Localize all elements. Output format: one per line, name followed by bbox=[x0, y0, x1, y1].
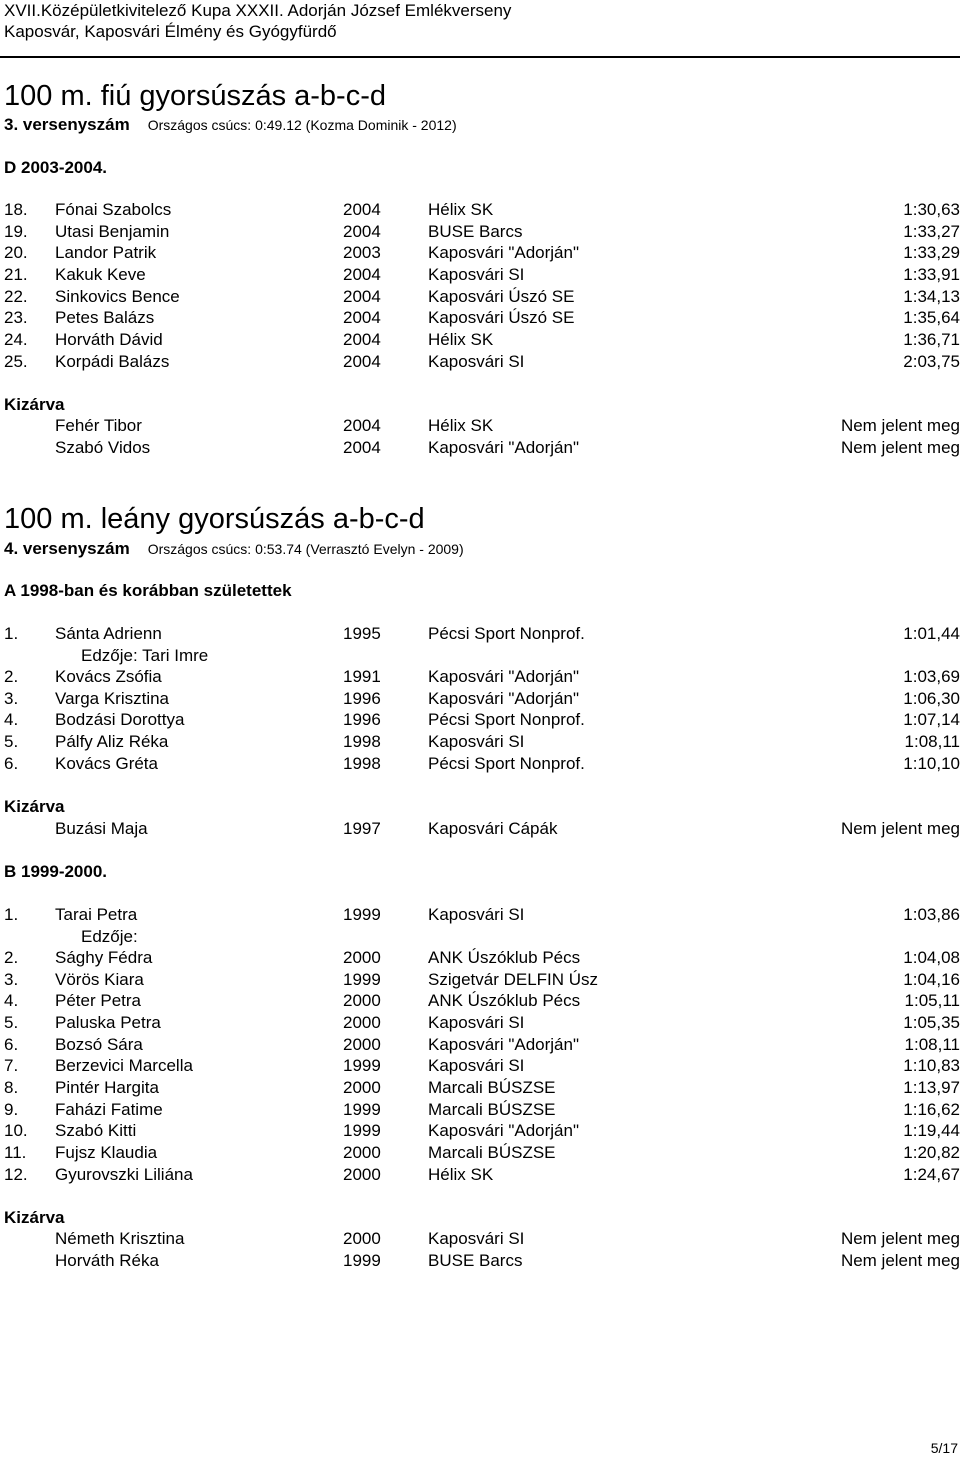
header-title: XVII.Középületkivitelező Kupa XXXII. Adorján József Emlékverseny bbox=[4, 1, 512, 20]
result-row bbox=[0, 947, 960, 969]
birth-year: 1996 bbox=[343, 689, 381, 708]
time: 1:10,10 bbox=[903, 754, 960, 773]
club: Kaposvári SI bbox=[428, 352, 525, 371]
club: Hélix SK bbox=[428, 330, 494, 349]
rank: 3. bbox=[4, 970, 19, 989]
result-row bbox=[0, 221, 960, 243]
swimmer-name: Vörös Kiara bbox=[55, 970, 144, 989]
swimmer-name: Pálfy Aliz Réka bbox=[55, 732, 169, 751]
result-row bbox=[0, 286, 960, 308]
swimmer-name: Sághy Fédra bbox=[55, 948, 153, 967]
result-row bbox=[0, 329, 960, 351]
swimmer-name: Korpádi Balázs bbox=[55, 352, 170, 371]
result-row bbox=[0, 666, 960, 688]
birth-year: 2004 bbox=[343, 416, 381, 435]
coach-line: Edzője: bbox=[81, 927, 138, 946]
result-row bbox=[0, 990, 960, 1012]
birth-year: 1999 bbox=[343, 1251, 381, 1270]
time: 1:13,97 bbox=[903, 1078, 960, 1097]
club: Pécsi Sport Nonprof. bbox=[428, 710, 585, 729]
event-subtitle bbox=[4, 114, 457, 136]
club: Szigetvár DELFIN Úsz bbox=[428, 970, 599, 989]
swimmer-name: Fehér Tibor bbox=[55, 416, 142, 435]
rank: 3. bbox=[4, 689, 19, 708]
birth-year: 1998 bbox=[343, 754, 381, 773]
time: 1:24,67 bbox=[903, 1165, 960, 1184]
time: 1:08,11 bbox=[904, 732, 960, 751]
club: Kaposvári SI bbox=[428, 1056, 525, 1075]
rank: 8. bbox=[4, 1078, 19, 1097]
club: ANK Úszóklub Pécs bbox=[428, 948, 581, 967]
event-subtitle bbox=[4, 538, 464, 560]
time: 1:05,35 bbox=[903, 1013, 960, 1032]
dq-row bbox=[0, 818, 960, 840]
swimmer-name: Pintér Hargita bbox=[55, 1078, 159, 1097]
club: Kaposvári SI bbox=[428, 1013, 525, 1032]
rank: 9. bbox=[4, 1100, 19, 1119]
result-row bbox=[0, 199, 960, 221]
disqualified-label: Kizárva bbox=[4, 395, 65, 414]
swimmer-name: Paluska Petra bbox=[55, 1013, 161, 1032]
result-row bbox=[0, 351, 960, 373]
time: 1:33,91 bbox=[903, 265, 960, 284]
swimmer-name: Kovács Gréta bbox=[55, 754, 158, 773]
rank: 10. bbox=[4, 1121, 28, 1140]
time: 1:04,08 bbox=[903, 948, 960, 967]
disqualified-label: Kizárva bbox=[4, 1208, 65, 1227]
time: 1:03,69 bbox=[903, 667, 960, 686]
rank: 11. bbox=[4, 1143, 27, 1162]
rank: 5. bbox=[4, 732, 19, 751]
time: 1:07,14 bbox=[903, 710, 960, 729]
result-row bbox=[0, 242, 960, 264]
time: 1:30,63 bbox=[903, 200, 960, 219]
swimmer-name: Sánta Adrienn bbox=[55, 624, 162, 643]
dq-row bbox=[0, 1228, 960, 1250]
club: Kaposvári SI bbox=[428, 1229, 525, 1248]
result-row bbox=[0, 1055, 960, 1077]
swimmer-name: Péter Petra bbox=[55, 991, 141, 1010]
status: Nem jelent meg bbox=[840, 1251, 960, 1270]
club: Kaposvári "Adorján" bbox=[428, 1121, 579, 1140]
birth-year: 2004 bbox=[343, 287, 381, 306]
disqualified-label: Kizárva bbox=[4, 797, 65, 816]
swimmer-name: Gyurovszki Liliána bbox=[55, 1165, 193, 1184]
birth-year: 2000 bbox=[343, 1078, 381, 1097]
birth-year: 2004 bbox=[343, 330, 381, 349]
time: 1:33,29 bbox=[903, 243, 960, 262]
rank: 22. bbox=[4, 287, 28, 306]
club: Kaposvári SI bbox=[428, 905, 525, 924]
rank: 23. bbox=[4, 308, 28, 327]
birth-year: 2004 bbox=[343, 222, 381, 241]
club: ANK Úszóklub Pécs bbox=[428, 991, 581, 1010]
national-record: Országos csúcs: 0:49.12 (Kozma Dominik - 2012) bbox=[147, 117, 457, 133]
rank: 4. bbox=[4, 991, 19, 1010]
rank: 18. bbox=[4, 200, 28, 219]
result-row bbox=[0, 1077, 960, 1099]
page-header bbox=[4, 0, 511, 42]
club: Kaposvári "Adorján" bbox=[428, 1035, 579, 1054]
club: Kaposvári SI bbox=[428, 265, 525, 284]
section-title: A 1998-ban és korábban születettek bbox=[4, 581, 292, 600]
swimmer-name: Kovács Zsófia bbox=[55, 667, 162, 686]
status: Nem jelent meg bbox=[840, 819, 960, 838]
time: 1:06,30 bbox=[903, 689, 960, 708]
birth-year: 1991 bbox=[343, 667, 381, 686]
rank: 19. bbox=[4, 222, 28, 241]
time: 1:34,13 bbox=[903, 287, 960, 306]
time: 1:36,71 bbox=[903, 330, 960, 349]
birth-year: 1999 bbox=[343, 1121, 381, 1140]
swimmer-name: Berzevici Marcella bbox=[55, 1056, 193, 1075]
birth-year: 1996 bbox=[343, 710, 381, 729]
birth-year: 1998 bbox=[343, 732, 381, 751]
birth-year: 2004 bbox=[343, 265, 381, 284]
club: Kaposvári "Adorján" bbox=[428, 438, 579, 457]
dq-row bbox=[0, 415, 960, 437]
status: Nem jelent meg bbox=[840, 1229, 960, 1248]
swimmer-name: Szabó Kitti bbox=[55, 1121, 137, 1140]
section-title: B 1999-2000. bbox=[4, 862, 108, 881]
status: Nem jelent meg bbox=[840, 438, 960, 457]
birth-year: 2000 bbox=[343, 1143, 381, 1162]
birth-year: 2004 bbox=[343, 438, 381, 457]
club: Marcali BÚSZSE bbox=[428, 1143, 556, 1162]
rank: 7. bbox=[4, 1056, 19, 1075]
swimmer-name: Fujsz Klaudia bbox=[55, 1143, 158, 1162]
birth-year: 2004 bbox=[343, 352, 381, 371]
rank: 20. bbox=[4, 243, 28, 262]
birth-year: 1999 bbox=[343, 1100, 381, 1119]
club: Kaposvári Cápák bbox=[428, 819, 558, 838]
rank: 21. bbox=[4, 265, 28, 284]
result-row bbox=[0, 623, 960, 645]
swimmer-name: Kakuk Keve bbox=[55, 265, 146, 284]
birth-year: 2000 bbox=[343, 1165, 381, 1184]
rank: 4. bbox=[4, 710, 19, 729]
swimmer-name: Petes Balázs bbox=[55, 308, 155, 327]
club: BUSE Barcs bbox=[428, 222, 523, 241]
result-row bbox=[0, 904, 960, 926]
swimmer-name: Buzási Maja bbox=[55, 819, 148, 838]
birth-year: 2000 bbox=[343, 948, 381, 967]
national-record: Országos csúcs: 0:53.74 (Verrasztó Evelyn - 2009) bbox=[147, 541, 464, 557]
swimmer-name: Bozsó Sára bbox=[55, 1035, 143, 1054]
club: Hélix SK bbox=[428, 200, 494, 219]
rank: 2. bbox=[4, 948, 19, 967]
dq-row bbox=[0, 437, 960, 459]
club: Pécsi Sport Nonprof. bbox=[428, 624, 585, 643]
swimmer-name: Varga Krisztina bbox=[55, 689, 170, 708]
result-row bbox=[0, 1142, 960, 1164]
time: 1:08,11 bbox=[904, 1035, 960, 1054]
result-row bbox=[0, 969, 960, 991]
time: 1:33,27 bbox=[903, 222, 960, 241]
swimmer-name: Sinkovics Bence bbox=[55, 287, 180, 306]
club: Hélix SK bbox=[428, 1165, 494, 1184]
time: 1:01,44 bbox=[903, 624, 960, 643]
rank: 25. bbox=[4, 352, 28, 371]
swimmer-name: Németh Krisztina bbox=[55, 1229, 185, 1248]
swimmer-name: Fónai Szabolcs bbox=[55, 200, 172, 219]
header-divider bbox=[0, 56, 960, 58]
swimmer-name: Tarai Petra bbox=[55, 905, 138, 924]
result-row bbox=[0, 1164, 960, 1186]
rank: 6. bbox=[4, 754, 19, 773]
time: 1:19,44 bbox=[903, 1121, 960, 1140]
result-row bbox=[0, 709, 960, 731]
birth-year: 2000 bbox=[343, 1229, 381, 1248]
swimmer-name: Szabó Vidos bbox=[55, 438, 151, 457]
page-number: 5/17 bbox=[930, 1440, 958, 1456]
rank: 12. bbox=[4, 1165, 28, 1184]
birth-year: 1999 bbox=[343, 905, 381, 924]
club: Hélix SK bbox=[428, 416, 494, 435]
swimmer-name: Landor Patrik bbox=[55, 243, 157, 262]
result-row bbox=[0, 307, 960, 329]
birth-year: 1995 bbox=[343, 624, 381, 643]
event-title: 100 m. fiú gyorsúszás a-b-c-d bbox=[4, 80, 386, 112]
status: Nem jelent meg bbox=[840, 416, 960, 435]
rank: 24. bbox=[4, 330, 28, 349]
club: Kaposvári "Adorján" bbox=[428, 689, 579, 708]
header-venue: Kaposvár, Kaposvári Élmény és Gyógyfürdő bbox=[4, 22, 337, 41]
club: Kaposvári Úszó SE bbox=[428, 308, 575, 327]
rank: 1. bbox=[4, 905, 19, 924]
birth-year: 1999 bbox=[343, 970, 381, 989]
birth-year: 2004 bbox=[343, 308, 381, 327]
time: 1:20,82 bbox=[903, 1143, 960, 1162]
birth-year: 1997 bbox=[343, 819, 381, 838]
result-row bbox=[0, 688, 960, 710]
club: Kaposvári "Adorján" bbox=[428, 243, 579, 262]
swimmer-name: Horváth Réka bbox=[55, 1251, 159, 1270]
dq-row bbox=[0, 1250, 960, 1272]
birth-year: 2003 bbox=[343, 243, 381, 262]
club: BUSE Barcs bbox=[428, 1251, 523, 1270]
coach-line: Edzője: Tari Imre bbox=[81, 646, 209, 665]
club: Kaposvári "Adorján" bbox=[428, 667, 579, 686]
result-row bbox=[0, 1099, 960, 1121]
result-row bbox=[0, 1120, 960, 1142]
club: Marcali BÚSZSE bbox=[428, 1100, 556, 1119]
rank: 5. bbox=[4, 1013, 19, 1032]
time: 1:35,64 bbox=[903, 308, 960, 327]
time: 1:10,83 bbox=[903, 1056, 960, 1075]
time: 1:04,16 bbox=[903, 970, 960, 989]
club: Kaposvári Úszó SE bbox=[428, 287, 575, 306]
time: 1:16,62 bbox=[903, 1100, 960, 1119]
rank: 1. bbox=[4, 624, 19, 643]
result-row bbox=[0, 264, 960, 286]
birth-year: 2004 bbox=[343, 200, 381, 219]
event-title: 100 m. leány gyorsúszás a-b-c-d bbox=[4, 503, 425, 535]
result-row bbox=[0, 753, 960, 775]
club: Pécsi Sport Nonprof. bbox=[428, 754, 585, 773]
birth-year: 2000 bbox=[343, 991, 381, 1010]
rank: 2. bbox=[4, 667, 19, 686]
club: Marcali BÚSZSE bbox=[428, 1078, 556, 1097]
result-row bbox=[0, 1012, 960, 1034]
swimmer-name: Utasi Benjamin bbox=[55, 222, 170, 241]
time: 2:03,75 bbox=[903, 352, 960, 371]
swimmer-name: Bodzási Dorottya bbox=[55, 710, 185, 729]
section-title: D 2003-2004. bbox=[4, 158, 108, 177]
event-number: 3. versenyszám bbox=[4, 115, 130, 134]
club: Kaposvári SI bbox=[428, 732, 525, 751]
birth-year: 1999 bbox=[343, 1056, 381, 1075]
swimmer-name: Horváth Dávid bbox=[55, 330, 163, 349]
time: 1:03,86 bbox=[903, 905, 960, 924]
time: 1:05,11 bbox=[904, 991, 960, 1010]
birth-year: 2000 bbox=[343, 1035, 381, 1054]
birth-year: 2000 bbox=[343, 1013, 381, 1032]
rank: 6. bbox=[4, 1035, 19, 1054]
result-row bbox=[0, 731, 960, 753]
swimmer-name: Faházi Fatime bbox=[55, 1100, 163, 1119]
result-row bbox=[0, 1034, 960, 1056]
event-number: 4. versenyszám bbox=[4, 539, 130, 558]
